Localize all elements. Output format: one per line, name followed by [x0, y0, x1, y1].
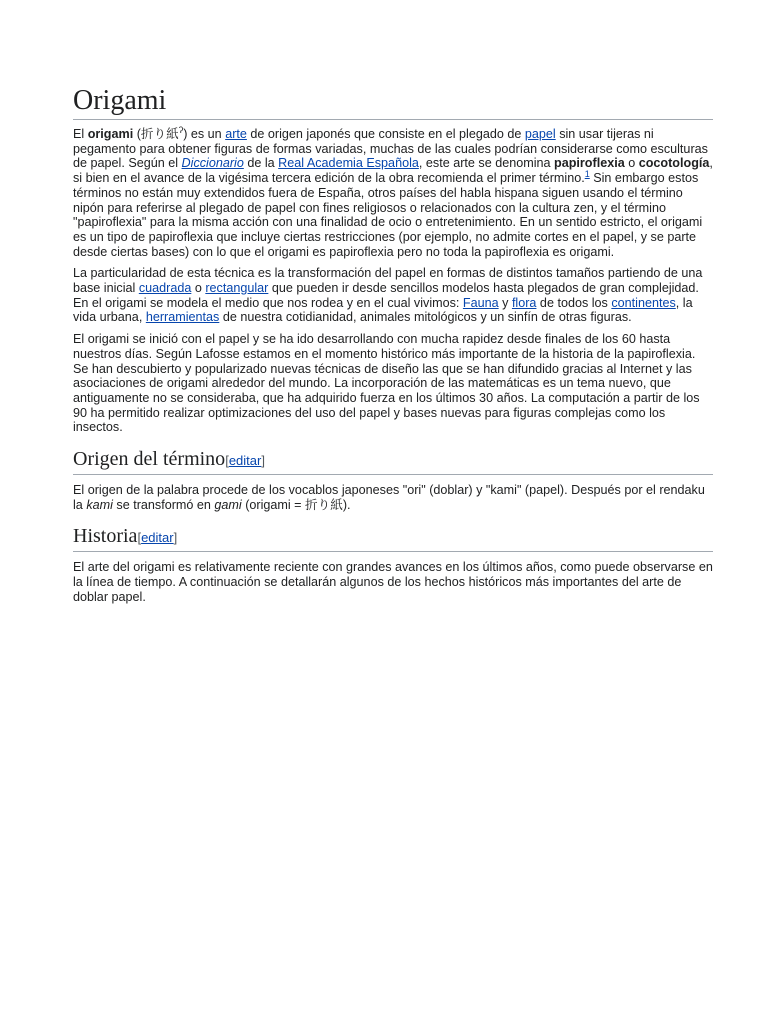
link-arte[interactable]: arte	[225, 127, 247, 141]
section-title: Historia	[73, 525, 138, 548]
term-origami: origami	[87, 127, 134, 141]
term-papiroflexia: papiroflexia	[554, 156, 625, 171]
term-gami: gami	[214, 497, 242, 512]
link-fauna[interactable]: Fauna	[462, 295, 499, 310]
pronunciation-mark: ʔ	[178, 124, 184, 135]
reference-1[interactable]: 1	[584, 168, 590, 179]
intro-paragraph-2: La particularidad de esta técnica es la transformación del papel en formas de distintos tamaños partiendo de una base inicial cuadrada o rectangular que pueden ir desde sencillos modelos hasta plegados de gran complejidad. En el origami se modela el medio que nos rodea y en el cual vivimos: Fauna y flora de todos los continentes, la vida urbana, herramientas de nuestra cotidianidad, animales mitológicos y un sinfín de otras figuras.	[73, 266, 703, 325]
origen-paragraph: El origen de la palabra procede de los vocablos japoneses "ori" (doblar) y "kami" (papel). Después por el rendaku la kami se transformó en gami (origami = 折り紙).	[73, 483, 705, 512]
intro-paragraph-1: El origami (折り紙$^ʔ$) es un arte de origen japonés que consiste en el plegado de papel sin usar tijeras ni pegamento para obtener figuras de formas variadas, muchas de las cuales podrían considerarse como esculturas de papel. Según el Diccionario de la Real Academia Española, este arte se denomina papiroflexia o cocotología, si bien en el avance de la vigésima tercera edición de la obra recomienda el primer término.$^1$ Sin embargo estos términos no están muy extendidos fuera de España, otros países del habla hispana siguen usando el término nipón para referirse al plegado de papel con fines religiosos o relacionados con la cultura zen, y el término "papiroflexia" para la misma acción con una finalidad de ocio o entretenimiento. En un sentido estricto, el origami es un tipo de papiroflexia que incluye ciertas restricciones (por ejemplo, no admite cortes en el papel, y se parte desde ciertas bases) con lo que el origami es papiroflexia pero no toda la papiroflexia es origami.	[73, 124, 713, 259]
link-continentes[interactable]: continentes	[611, 295, 676, 310]
edit-link-origen[interactable]: editar	[228, 453, 262, 469]
link-cuadrada[interactable]: cuadrada	[138, 281, 192, 296]
edit-section-bracket: [editar]	[137, 530, 178, 546]
edit-section-bracket: [editar]	[225, 453, 265, 469]
page-title: Origami	[73, 84, 713, 120]
section-heading-origen	[73, 447, 713, 475]
section-title: Origen del término	[73, 448, 226, 471]
link-papel[interactable]: papel	[524, 127, 556, 141]
link-diccionario[interactable]: Diccionario	[181, 156, 244, 171]
intro-paragraph-3: El origami se inició con el papel y se ha ido desarrollando con mucha rapidez desde finales de los 60 hasta nuestros días. Según Lafosse estamos en el momento histórico más importante de la historia de la papiroflexia. Se han descubierto y popularizado nuevas técnicas de diseño las que se han difundido gracias al Internet y las asociaciones de origami alrededor del mundo. La incorporación de las matemáticas es un tema nuevo, que antiguamente no se consideraba, que ha adquirido fuerza en los últimos 30 años. La computación a partir de los 90 ha permitido realizar optimizaciones del uso del papel y bases nuevas para figuras complejas como los insectos.	[73, 332, 700, 435]
section-heading-historia	[73, 524, 713, 552]
term-kami: kami	[86, 497, 113, 512]
edit-link-historia[interactable]: editar	[141, 530, 174, 546]
link-herramientas[interactable]: herramientas	[145, 310, 220, 325]
term-cocotologia: cocotología	[638, 156, 710, 171]
link-real-academia[interactable]: Real Academia Española	[278, 156, 419, 171]
link-rectangular[interactable]: rectangular	[205, 281, 269, 296]
link-flora[interactable]: flora	[511, 295, 537, 310]
article	[73, 84, 713, 612]
historia-paragraph: El arte del origami es relativamente reciente con grandes avances en los últimos años, como puede observarse en la línea de tiempo. A continuación se detallarán algunos de los hechos históricos más importantes del arte de doblar papel.	[73, 560, 713, 604]
